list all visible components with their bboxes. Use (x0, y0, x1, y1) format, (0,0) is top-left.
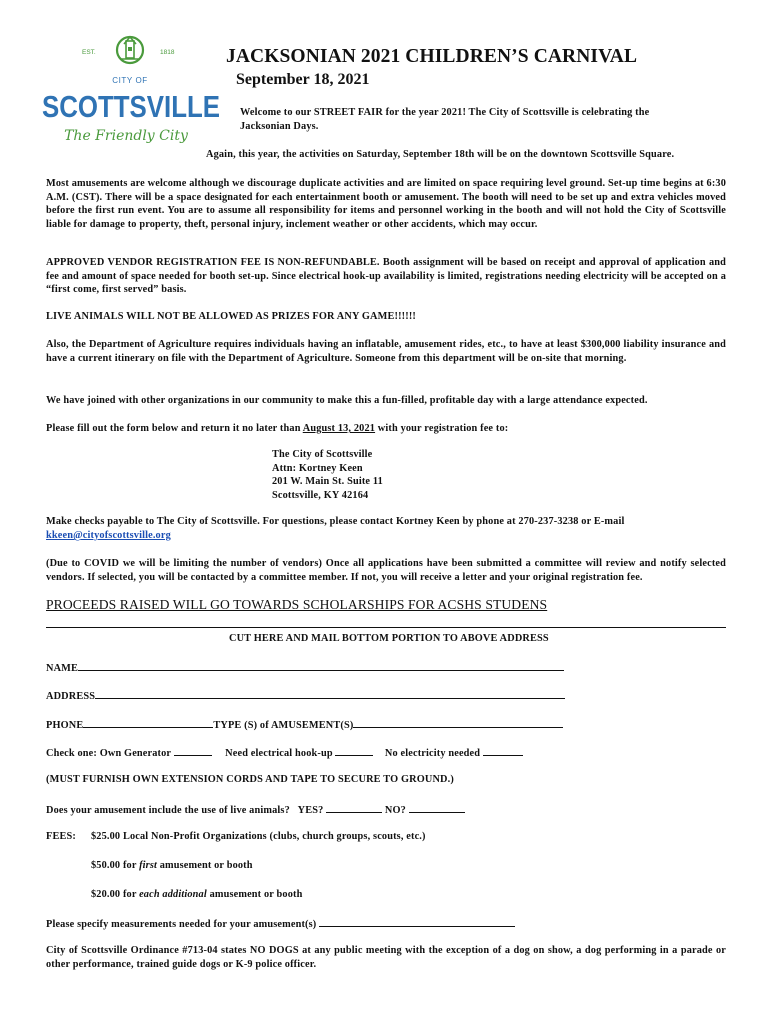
covid-paragraph: (Due to COVID we will be limiting the number of vendors) Once all applications have been submitted a committee will review and notify selected vendors. If selected, you will be contacted by a committee member. If not, you will receive a letter and your original registration fee. (46, 558, 726, 583)
amusement-type-field[interactable] (353, 717, 563, 728)
no-electricity-label: No electricity needed (384, 748, 481, 759)
fill-after: with your registration fee to: (375, 423, 509, 434)
cut-line (46, 627, 726, 628)
phone-type-row (46, 717, 563, 733)
logo-year: 1818 (160, 49, 175, 56)
no-electricity-checkbox[interactable] (483, 745, 523, 756)
joined-paragraph: We have joined with other organizations in our community to make this a fun-filled, profitable day with a large attendance expected. (46, 395, 648, 406)
again-paragraph: Again, this year, the activities on Saturday, September 18th will be on the downtown Scottsville Square. (206, 149, 675, 160)
amusements-paragraph: Most amusements are welcome although we discourage duplicate activities and are limited on space requiring level ground. Set-up time begins at 6:30 A.M. (CST). There will be a space designated for each entertainment booth or amusement. The booth will need to be set up and extra vehicles moved before the first run event. You are to assume all responsibility for items and personnel working in the booth and will not hold the City of Scottsville liable for damage to property, theft, personal injury, inclement weather or other accidents, which may occur. (46, 178, 726, 230)
need-electrical-label: Need electrical hook-up (225, 748, 333, 759)
type-label: TYPE (S) of AMUSEMENT(S) (213, 720, 354, 731)
fees-label: FEES: (46, 831, 76, 842)
event-date: September 18, 2021 (236, 71, 370, 88)
measurements-row (46, 916, 515, 932)
proceeds-heading: PROCEEDS RAISED WILL GO TOWARDS SCHOLARSHIPS FOR ACSHS STUDENS (46, 597, 548, 612)
address-line-4: Scottsville, KY 42164 (272, 489, 369, 501)
fee-nonprofit: $25.00 Local Non-Profit Organizations (clubs, church groups, scouts, etc.) (91, 831, 426, 842)
live-animals-question: Does your amusement include the use of live animals? (46, 805, 290, 816)
fill-before: Please fill out the form below and return it no later than (46, 423, 303, 434)
email-link[interactable]: kkeen@cityofscottsville.org (46, 530, 171, 541)
fee-first-amount: $50.00 for (91, 860, 140, 871)
agriculture-paragraph: Also, the Department of Agriculture requires individuals having an inflatable, amusement rides, etc., to have at least $300,000 liability insurance and have a current itinerary on file with the Department of Agriculture. Someone from this department will be on-site that morning. (46, 339, 726, 364)
welcome-line-1: Welcome to our STREET FAIR for the year 2021! The City of Scottsville is celebrating the (240, 107, 650, 118)
checks-paragraph: Make checks payable to The City of Scottsville. For questions, please contact Kortney Keen by phone at 270-237-3238 or E-mail (46, 516, 625, 527)
page-title: JACKSONIAN 2021 CHILDREN’S CARNIVAL (226, 46, 638, 67)
live-animals-row (46, 802, 465, 818)
welcome-line-2: Jacksonian Days. (240, 121, 319, 132)
fee-first-rest: amusement or booth (157, 860, 253, 871)
city-logo (38, 32, 230, 152)
fee-first-italic: first (139, 860, 157, 871)
name-label: NAME (46, 663, 79, 674)
animals-warning: LIVE ANIMALS WILL NOT BE ALLOWED AS PRIZES FOR ANY GAME!!!!!! (46, 311, 416, 322)
measurements-label: Please specify measurements needed for your amusement(s) (46, 919, 317, 930)
mailing-address (272, 448, 383, 502)
measurements-field[interactable] (319, 916, 515, 927)
fill-instructions (46, 422, 508, 436)
city-hall-emblem-icon (38, 32, 230, 152)
fee-additional-rest: amusement or booth (206, 889, 303, 900)
phone-label: PHONE (46, 720, 84, 731)
own-generator-checkbox[interactable] (174, 745, 212, 756)
deadline-date: August 13, 2021 (302, 423, 376, 434)
address-row (46, 688, 565, 704)
extension-note: (MUST FURNISH OWN EXTENSION CORDS AND TAPE TO SECURE TO GROUND.) (46, 774, 454, 785)
phone-field[interactable] (83, 717, 213, 728)
logo-est: EST. (82, 49, 96, 56)
no-label: NO? (384, 805, 406, 816)
address-label: ADDRESS (46, 691, 96, 702)
need-electrical-checkbox[interactable] (335, 745, 373, 756)
address-line-3: 201 W. Main St. Suite 11 (272, 476, 383, 487)
no-field[interactable] (409, 802, 465, 813)
fee-additional-amount: $20.00 for (91, 889, 140, 900)
ordinance-paragraph: City of Scottsville Ordinance #713-04 states NO DOGS at any public meeting with the exception of a dog on show, a dog performing in a parade or other performance, trained guide dogs or K-9 police officer. (46, 945, 726, 970)
logo-city-of: CITY OF (112, 76, 148, 85)
name-field[interactable] (78, 660, 564, 671)
own-generator-label: Check one: Own Generator (46, 748, 171, 759)
fee-additional-amusement (91, 888, 302, 902)
fee-first-amusement (91, 859, 253, 873)
name-row (46, 660, 564, 676)
address-field[interactable] (95, 688, 565, 699)
fee-paragraph: APPROVED VENDOR REGISTRATION FEE IS NON-REFUNDABLE. Booth assignment will be based on receipt and approval of application and fee and amount of space needed for booth set-up. Since electrical hook-up availability is limited, registrations needing electricity will be accepted on a “first come, first served” basis. (46, 257, 726, 296)
address-line-1: The City of Scottsville (272, 449, 373, 460)
yes-field[interactable] (326, 802, 382, 813)
logo-tagline: The Friendly City (64, 128, 188, 144)
logo-name: SCOTTSVILLE (42, 89, 220, 124)
yes-label: YES? (297, 805, 324, 816)
address-line-2: Attn: Kortney Keen (272, 462, 363, 474)
power-options-row (46, 745, 523, 761)
cut-here-instruction: CUT HERE AND MAIL BOTTOM PORTION TO ABOVE ADDRESS (229, 633, 549, 644)
fee-additional-italic: each additional (139, 889, 207, 900)
